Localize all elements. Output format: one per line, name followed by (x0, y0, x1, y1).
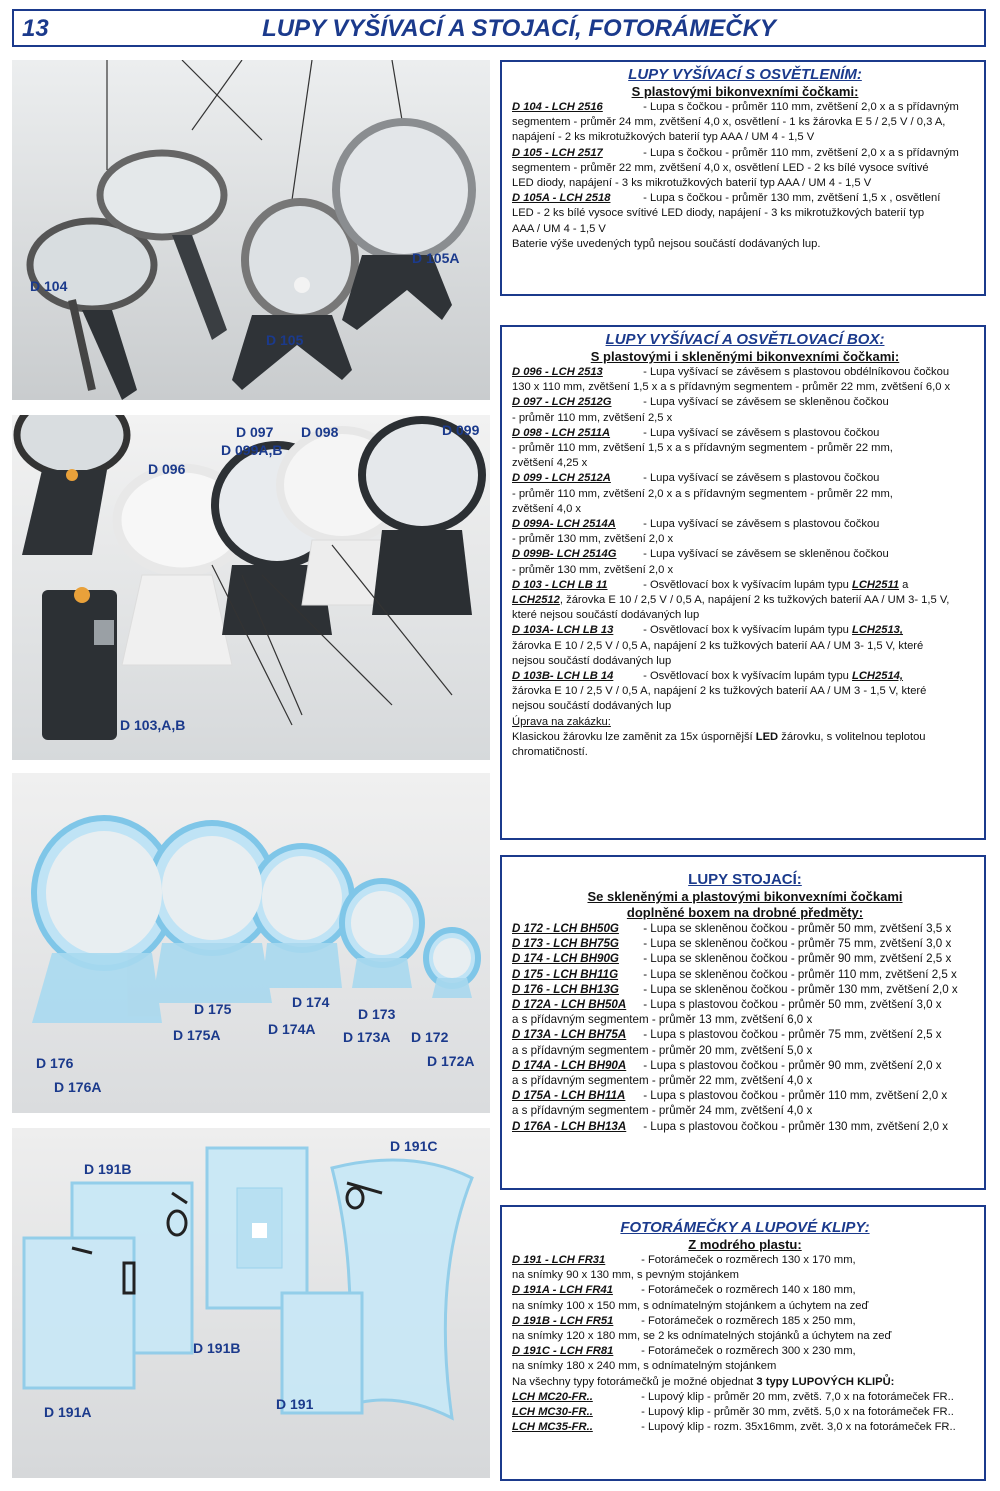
item-description: Na všechny typy fotorámečků je možné objednat (512, 1375, 757, 1388)
item-code: D 191 - LCH FR31 (512, 1254, 606, 1266)
photo-picture-frames (12, 1128, 490, 1478)
item-description: - Lupa s čočkou - průměr 110 mm, zvětšení 2,0 x a s přídavným (640, 101, 959, 113)
photo-label: D 172A (427, 1053, 475, 1069)
photo-label: D 105A (412, 250, 460, 266)
photo-embroidery-magnifiers-lit (12, 60, 490, 400)
item-description: - Lupa vyšívací se závěsem s plastovou čočkou (640, 426, 880, 439)
text-line (512, 921, 978, 936)
item-code: D 098 - LCH 2511A (512, 426, 611, 439)
item-description: a s přídavným segmentem - průměr 13 mm, zvětšení 6,0 x (512, 1013, 813, 1027)
text-line (512, 623, 978, 638)
photo-label: D 099A,B (221, 442, 283, 458)
item-description: segmentem - průměr 24 mm, zvětšení 4,0 x, osvětlení - 1 ks žárovka E 5 / 2,5 V / 0,3 A, (512, 116, 946, 129)
item-code: D 103 - LCH LB 11 (512, 578, 608, 591)
page-title: LUPY VYŠÍVACÍ A STOJACÍ, FOTORÁMEČKY (262, 15, 776, 42)
text-line (512, 1359, 978, 1374)
type-reference: LCH2514, (852, 670, 904, 683)
section-title: LUPY VYŠÍVACÍ S OSVĚTLENÍM: (628, 66, 862, 83)
item-description: - Fotorámeček o rozměrech 140 x 180 mm, (638, 1284, 856, 1297)
text-line (512, 1283, 978, 1298)
text-line (512, 967, 978, 982)
text-line (512, 517, 978, 532)
item-code: D 176 - LCH BH13G (512, 982, 619, 996)
text-line (512, 191, 978, 206)
text-line (512, 222, 978, 237)
text-line (512, 593, 978, 608)
type-reference: LCH2513, (852, 624, 904, 637)
photo-label: D 174A (268, 1021, 316, 1037)
page-header (12, 9, 986, 47)
item-description: - Lupa vyšívací se závěsem s plastovou obdélníkovou čočkou (640, 366, 950, 378)
item-code: D 173 - LCH BH75G (512, 937, 619, 951)
text-line (512, 532, 978, 547)
section-subtitle: S plastovými i skleněnými bikonvexními čočkami: (590, 349, 900, 364)
emphasis: LED (755, 730, 779, 743)
item-description: - Lupa s čočkou - průměr 130 mm, zvětšení 1,5 x , osvětlení (640, 192, 941, 205)
item-description: na snímky 90 x 130 mm, s pevným stojánkem (512, 1269, 739, 1282)
section-subtitle: S plastovými bikonvexními čočkami: (631, 84, 859, 99)
text-line (512, 639, 978, 654)
text-line (512, 100, 978, 115)
photo-label: D 176A (54, 1079, 102, 1095)
item-description: - Lupa s plastovou čočkou - průměr 110 mm, zvětšení 2,0 x (640, 1089, 948, 1103)
photo-label: D 105 (266, 332, 304, 348)
text-line (512, 951, 978, 966)
text-line (512, 146, 978, 161)
item-code: D 099A- LCH 2514A (512, 518, 616, 531)
item-code: D 191B - LCH FR51 (512, 1314, 614, 1327)
text-line (512, 1420, 978, 1435)
item-description: - průměr 110 mm, zvětšení 1,5 x a s přídavným segmentem - průměr 22 mm, (512, 442, 893, 455)
text-line (512, 982, 978, 997)
emphasis: 3 typy LUPOVÝCH KLIPŮ: (756, 1375, 895, 1388)
item-description: AAA / UM 4 - 1,5 V (512, 222, 606, 235)
text-line (512, 176, 978, 191)
text-line (512, 1375, 978, 1390)
item-description: a s přídavným segmentem - průměr 22 mm, zvětšení 4,0 x (512, 1074, 813, 1088)
item-description: segmentem - průměr 22 mm, zvětšení 4,0 x, osvětlení LED - 2 ks bílé vysoce svítivé (512, 161, 929, 174)
photo-label: D 173 (358, 1006, 396, 1022)
section-embroidery-magnifiers-light-box (500, 325, 986, 840)
text-line (512, 1119, 978, 1134)
item-description: a s přídavným segmentem - průměr 24 mm, zvětšení 4,0 x (512, 1104, 813, 1118)
item-code: LCH MC30-FR.. (512, 1406, 593, 1419)
item-description: , žárovka E 10 / 2,5 V / 0,5 A, napájení 2 ks tužkových baterií AA / UM 3- 1,5 V, (559, 594, 950, 607)
text-line (512, 471, 978, 486)
item-description: - Lupa se skleněnou čočkou - průměr 110 mm, zvětšení 2,5 x (640, 967, 957, 981)
item-code: D 099B- LCH 2514G (512, 548, 617, 561)
text-line (512, 715, 978, 730)
item-description: na snímky 100 x 150 mm, s odnímatelným stojánkem a úchytem na zeď (512, 1299, 869, 1312)
text-line (512, 365, 978, 380)
photo-label: D 175 (194, 1001, 232, 1017)
item-code: LCH MC35-FR.. (512, 1421, 593, 1434)
section-lines (512, 100, 978, 252)
item-code: D 097 - LCH 2512G (512, 396, 612, 409)
text-line (512, 161, 978, 176)
text-line (512, 997, 978, 1012)
section-lit-embroidery-magnifiers (500, 60, 986, 296)
text-line (512, 730, 978, 745)
text-line (512, 563, 978, 578)
item-description: které nejsou součástí dodávaných lup (512, 609, 700, 622)
item-code: D 105A - LCH 2518 (512, 192, 611, 205)
text-line (512, 1390, 978, 1405)
text-line (512, 1043, 978, 1058)
item-code: D 105 - LCH 2517 (512, 146, 603, 159)
item-code: D 191A - LCH FR41 (512, 1284, 613, 1297)
section-title: FOTORÁMEČKY A LUPOVÉ KLIPY: (620, 1219, 870, 1236)
item-description: nejsou součástí dodávaných lup (512, 700, 672, 713)
item-code: D 172A - LCH BH50A (512, 998, 627, 1012)
text-line (512, 745, 978, 760)
item-description: - Fotorámeček o rozměrech 130 x 170 mm, (638, 1254, 856, 1266)
item-description: na snímky 180 x 240 mm, s odnímatelným stojánkem (512, 1360, 777, 1373)
text-line (512, 130, 978, 145)
text-line (512, 547, 978, 562)
section-title: LUPY STOJACÍ: (688, 871, 802, 888)
item-description: - Lupa vyšívací se závěsem s plastovou čočkou (640, 472, 880, 485)
item-code: D 172 - LCH BH50G (512, 922, 619, 935)
photo-label: D 098 (301, 424, 339, 440)
item-description: 130 x 110 mm, zvětšení 1,5 x a s přídavným segmentem - průměr 22 mm, zvětšení 6,0 x (512, 381, 951, 394)
item-description: zvětšení 4,25 x (512, 457, 588, 470)
item-description: - Lupa s plastovou čočkou - průměr 130 mm, zvětšení 2,0 x (640, 1119, 949, 1133)
text-line (512, 578, 978, 593)
text-line (512, 1329, 978, 1344)
section-subtitle: Z modrého plastu: (688, 1237, 802, 1252)
text-line (512, 1103, 978, 1118)
text-line (512, 395, 978, 410)
text-line (512, 115, 978, 130)
item-description: Baterie výše uvedených typů nejsou součástí dodávaných lup. (512, 237, 821, 250)
text-line (512, 206, 978, 221)
text-line (512, 1058, 978, 1073)
item-code: D 191C - LCH FR81 (512, 1345, 614, 1358)
text-line (512, 1314, 978, 1329)
photo-standing-magnifiers (12, 773, 490, 1113)
photo-label: D 104 (30, 278, 68, 294)
section-picture-frames-clips (500, 1205, 986, 1481)
text-line (512, 1344, 978, 1359)
text-line (512, 237, 978, 252)
text-line (512, 936, 978, 951)
item-description-tail: žárovku, s volitelnou teplotou (778, 730, 926, 743)
item-description: - průměr 130 mm, zvětšení 2,0 x (512, 533, 674, 546)
item-description: - Lupa s čočkou - průměr 110 mm, zvětšení 2,0 x a s přídavným (640, 146, 959, 159)
item-code: D 175A - LCH BH11A (512, 1089, 626, 1103)
text-line (512, 1012, 978, 1027)
photo-label: D 099 (442, 422, 480, 438)
item-code: D 103A- LCH LB 13 (512, 624, 614, 637)
photo-label: D 191B (193, 1340, 241, 1356)
item-code: D 174A - LCH BH90A (512, 1058, 627, 1072)
item-description: - Lupa s plastovou čočkou - průměr 50 mm, zvětšení 3,0 x (640, 998, 942, 1012)
item-description: - Lupa se skleněnou čočkou - průměr 50 mm, zvětšení 3,5 x (640, 922, 952, 935)
photo-label: D 191 (276, 1396, 314, 1412)
item-description: napájení - 2 ks mikrotužkových baterií typ AAA / UM 4 - 1,5 V (512, 131, 815, 144)
text-line (512, 1268, 978, 1283)
text-line (512, 1073, 978, 1088)
item-code: D 103B- LCH LB 14 (512, 670, 614, 683)
text-line (512, 1253, 978, 1268)
item-description: - Lupa s plastovou čočkou - průměr 75 mm, zvětšení 2,5 x (640, 1028, 942, 1042)
text-line (512, 1405, 978, 1420)
item-description: - průměr 110 mm, zvětšení 2,0 x a s přídavným segmentem - průměr 22 mm, (512, 487, 893, 500)
item-description: na snímky 120 x 180 mm, se 2 ks odnímatelných stojánků a úchytem na zeď (512, 1330, 892, 1343)
item-description: - Lupový klip - rozm. 35x16mm, zvět. 3,0 x na fotorámeček FR.. (638, 1421, 956, 1434)
text-line (512, 502, 978, 517)
item-code: D 104 - LCH 2516 (512, 101, 603, 113)
item-description: - Lupový klip - průměr 30 mm, zvětš. 5,0 x na fotorámeček FR.. (638, 1406, 954, 1419)
item-description-tail: a (899, 578, 909, 591)
item-description: - Fotorámeček o rozměrech 300 x 230 mm, (638, 1345, 856, 1358)
text-line (512, 1299, 978, 1314)
item-description: zvětšení 4,0 x (512, 502, 582, 515)
item-description: - Fotorámeček o rozměrech 185 x 250 mm, (638, 1314, 856, 1327)
section-subtitle: Se skleněnými a plastovými bikonvexními čočkami (587, 889, 903, 904)
text-line (512, 487, 978, 502)
text-line (512, 669, 978, 684)
text-line (512, 411, 978, 426)
photo-label: D 191C (390, 1138, 438, 1154)
photo-label: D 175A (173, 1027, 221, 1043)
item-code: D 096 - LCH 2513 (512, 366, 603, 378)
photo-label: D 176 (36, 1055, 74, 1071)
item-code: D 099 - LCH 2512A (512, 472, 611, 485)
item-code: D 174 - LCH BH90G (512, 952, 619, 966)
item-description: žárovka E 10 / 2,5 V / 0,5 A, napájení 2 ks tužkových baterií AA / UM 3 - 1,5 V, které (512, 685, 927, 698)
photo-label: D 172 (411, 1029, 449, 1045)
item-description: - Lupa vyšívací se závěsem se skleněnou čočkou (640, 548, 889, 561)
photo-embroidery-magnifiers-box (12, 415, 490, 760)
photo-label: D 096 (148, 461, 186, 477)
text-line (512, 654, 978, 669)
photo-label: D 097 (236, 424, 274, 440)
item-description: LED diody, napájení - 3 ks mikrotužkových baterií typ AAA / UM 4 - 1,5 V (512, 177, 872, 190)
section-standing-magnifiers (500, 855, 986, 1190)
photo-label: D 191A (44, 1404, 92, 1420)
text-line (512, 441, 978, 456)
section-title: LUPY VYŠÍVACÍ A OSVĚTLOVACÍ BOX: (605, 331, 885, 348)
section-lines (512, 1253, 978, 1435)
item-description: a s přídavným segmentem - průměr 20 mm, zvětšení 5,0 x (512, 1043, 813, 1057)
photo-label: D 103,A,B (120, 717, 186, 733)
item-description: - Lupa s plastovou čočkou - průměr 90 mm, zvětšení 2,0 x (640, 1058, 942, 1072)
type-reference: LCH2512 (512, 594, 560, 607)
text-line (512, 699, 978, 714)
item-code: D 176A - LCH BH13A (512, 1119, 627, 1133)
item-description: - Osvětlovací box k vyšívacím lupám typu (640, 670, 853, 683)
item-description: žárovka E 10 / 2,5 V / 0,5 A, napájení 2 ks tužkových baterií AA / UM 3- 1,5 V, které (512, 639, 924, 652)
section-subtitle: doplněné boxem na drobné předměty: (626, 905, 864, 920)
item-description: - Lupa se skleněnou čočkou - průměr 90 mm, zvětšení 2,5 x (640, 952, 952, 966)
section-lines (512, 921, 978, 1134)
item-code: D 173A - LCH BH75A (512, 1028, 627, 1042)
photo-label: D 191B (84, 1161, 132, 1177)
text-line (512, 608, 978, 623)
item-description: chromatičností. (512, 746, 588, 759)
text-line (512, 426, 978, 441)
item-description: - Lupa se skleněnou čočkou - průměr 75 mm, zvětšení 3,0 x (640, 937, 952, 951)
item-description: - Osvětlovací box k vyšívacím lupám typu (640, 624, 853, 637)
item-description: - Lupový klip - průměr 20 mm, zvětš. 7,0 x na fotorámeček FR.. (638, 1390, 954, 1403)
item-description: - průměr 130 mm, zvětšení 2,0 x (512, 563, 674, 576)
item-description: - Lupa vyšívací se závěsem s plastovou čočkou (640, 518, 880, 531)
text-line (512, 1027, 978, 1042)
text-line (512, 456, 978, 471)
photo-label: D 173A (343, 1029, 391, 1045)
item-description: Klasickou žárovku lze zaměnit za 15x úspornější (512, 730, 756, 743)
page-number: 13 (22, 15, 49, 42)
text-line (512, 1088, 978, 1103)
item-description: - Lupa se skleněnou čočkou - průměr 130 mm, zvětšení 2,0 x (640, 982, 958, 996)
type-reference: LCH2511 (852, 578, 900, 591)
photo-label: D 174 (292, 994, 330, 1010)
item-description: - průměr 110 mm, zvětšení 2,5 x (512, 411, 673, 424)
item-description: nejsou součástí dodávaných lup (512, 654, 672, 667)
item-code: LCH MC20-FR.. (512, 1390, 593, 1403)
text-line (512, 380, 978, 395)
item-code: D 175 - LCH BH11G (512, 967, 619, 981)
section-lines (512, 365, 978, 760)
custom-note-heading: Úprava na zakázku: (512, 715, 611, 728)
text-line (512, 684, 978, 699)
item-description: - Osvětlovací box k vyšívacím lupám typu (640, 578, 853, 591)
item-description: LED - 2 ks bílé vysoce svítivé LED diody, napájení - 3 ks mikrotužkových baterií typ (512, 207, 925, 220)
item-description: - Lupa vyšívací se závěsem se skleněnou čočkou (640, 396, 889, 409)
